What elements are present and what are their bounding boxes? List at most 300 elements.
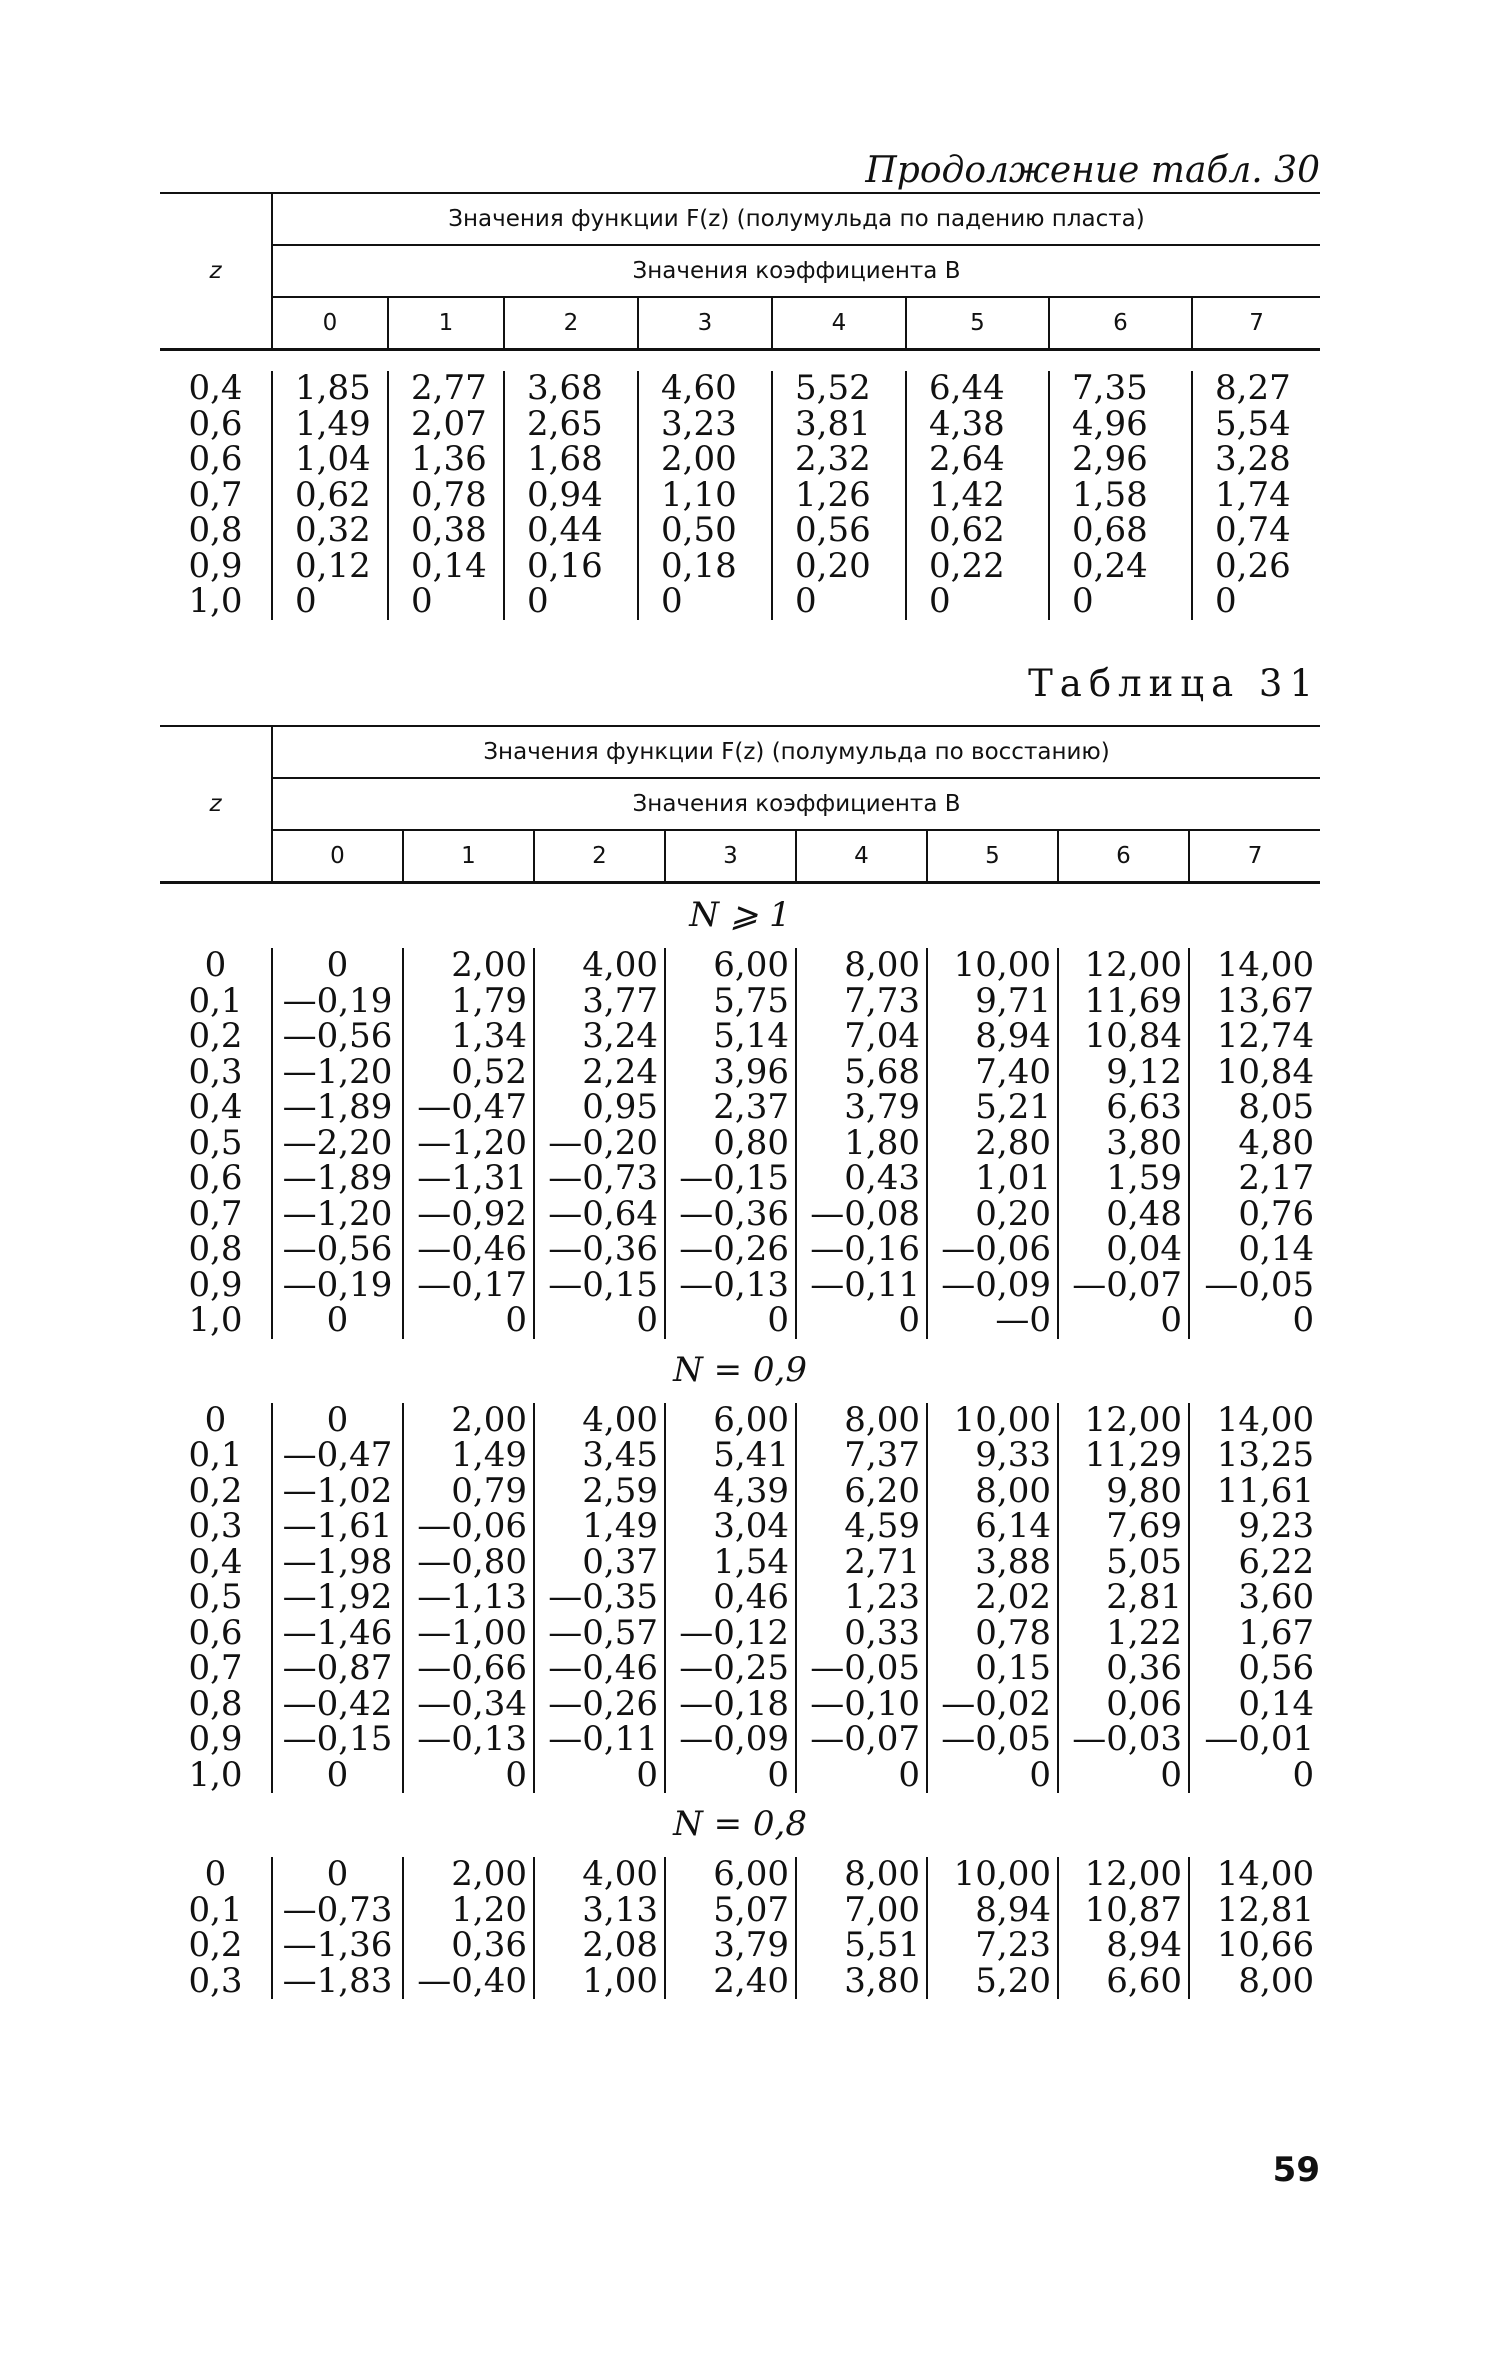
z-value-cell: 0,1 bbox=[160, 984, 272, 1020]
z-value-cell: 0,9 bbox=[160, 1722, 272, 1758]
value-cell: 0,38 bbox=[388, 513, 504, 549]
value-cell: 0 bbox=[504, 584, 638, 620]
value-cell: 3,60 bbox=[1189, 1580, 1320, 1616]
value-cell: —1,46 bbox=[272, 1616, 403, 1652]
table-row bbox=[160, 1651, 1320, 1687]
table-row bbox=[160, 1161, 1320, 1197]
value-cell: 8,05 bbox=[1189, 1090, 1320, 1126]
value-cell: 3,79 bbox=[665, 1928, 796, 1964]
value-cell: 0,16 bbox=[504, 549, 638, 585]
section-label: N ⩾ 1 bbox=[689, 895, 791, 936]
value-cell: 14,00 bbox=[1189, 1403, 1320, 1439]
coefficient-column-2: 2 bbox=[534, 830, 665, 883]
coefficient-column-3: 3 bbox=[665, 830, 796, 883]
coefficient-column-0: 0 bbox=[272, 297, 388, 350]
value-cell: —1,13 bbox=[403, 1580, 534, 1616]
section-label-row bbox=[160, 1793, 1320, 1857]
value-cell: 0 bbox=[534, 1303, 665, 1339]
coefficient-column-0: 0 bbox=[272, 830, 403, 883]
value-cell: 0 bbox=[403, 1303, 534, 1339]
value-cell: 0,62 bbox=[272, 478, 388, 514]
table-row bbox=[160, 1438, 1320, 1474]
value-cell: —0,07 bbox=[796, 1722, 927, 1758]
value-cell: 4,38 bbox=[906, 407, 1049, 443]
value-cell: 0 bbox=[272, 1758, 403, 1794]
value-cell: 0,33 bbox=[796, 1616, 927, 1652]
value-cell: —0,05 bbox=[796, 1651, 927, 1687]
value-cell: 2,65 bbox=[504, 407, 638, 443]
value-cell: —0,02 bbox=[927, 1687, 1058, 1723]
value-cell: 3,96 bbox=[665, 1055, 796, 1091]
value-cell: 3,24 bbox=[534, 1019, 665, 1055]
table-row bbox=[160, 1687, 1320, 1723]
value-cell: —0,19 bbox=[272, 1268, 403, 1304]
value-cell: 2,96 bbox=[1049, 442, 1192, 478]
value-cell: 2,32 bbox=[772, 442, 906, 478]
value-cell: —0,09 bbox=[927, 1268, 1058, 1304]
value-cell: 1,85 bbox=[272, 371, 388, 407]
value-cell: 2,07 bbox=[388, 407, 504, 443]
coefficient-column-5: 5 bbox=[906, 297, 1049, 350]
z-value-cell: 0,4 bbox=[160, 371, 272, 407]
table30-caption: Продолжение табл. 30 bbox=[865, 150, 1320, 191]
value-cell: —0,16 bbox=[796, 1232, 927, 1268]
value-cell: 3,77 bbox=[534, 984, 665, 1020]
value-cell: —0,57 bbox=[534, 1616, 665, 1652]
value-cell: 4,00 bbox=[534, 948, 665, 984]
value-cell: 10,87 bbox=[1058, 1893, 1189, 1929]
z-value-cell: 0,5 bbox=[160, 1126, 272, 1162]
value-cell: 1,54 bbox=[665, 1545, 796, 1581]
value-cell: —0,15 bbox=[665, 1161, 796, 1197]
coefficient-column-2: 2 bbox=[504, 297, 638, 350]
section-label-row bbox=[160, 1339, 1320, 1403]
value-cell: 1,26 bbox=[772, 478, 906, 514]
table-row bbox=[160, 549, 1320, 585]
value-cell: 11,69 bbox=[1058, 984, 1189, 1020]
value-cell: 0 bbox=[272, 584, 388, 620]
value-cell: 12,74 bbox=[1189, 1019, 1320, 1055]
value-cell: 13,67 bbox=[1189, 984, 1320, 1020]
table-row bbox=[160, 584, 1320, 620]
value-cell: 4,60 bbox=[638, 371, 772, 407]
value-cell: —0,11 bbox=[534, 1722, 665, 1758]
value-cell: 9,71 bbox=[927, 984, 1058, 1020]
value-cell: —0,09 bbox=[665, 1722, 796, 1758]
value-cell: —0,10 bbox=[796, 1687, 927, 1723]
value-cell: 0 bbox=[906, 584, 1049, 620]
table-row bbox=[160, 1857, 1320, 1893]
table-row bbox=[160, 1403, 1320, 1439]
table-row bbox=[160, 1545, 1320, 1581]
value-cell: 6,63 bbox=[1058, 1090, 1189, 1126]
value-cell: 2,02 bbox=[927, 1580, 1058, 1616]
value-cell: 0,74 bbox=[1192, 513, 1320, 549]
value-cell: 12,00 bbox=[1058, 1857, 1189, 1893]
value-cell: 14,00 bbox=[1189, 948, 1320, 984]
z-value-cell: 0,6 bbox=[160, 1616, 272, 1652]
value-cell: 5,07 bbox=[665, 1893, 796, 1929]
value-cell: 9,12 bbox=[1058, 1055, 1189, 1091]
value-cell: 5,05 bbox=[1058, 1545, 1189, 1581]
value-cell: 1,42 bbox=[906, 478, 1049, 514]
value-cell: 2,64 bbox=[906, 442, 1049, 478]
value-cell: 0 bbox=[1189, 1303, 1320, 1339]
value-cell: 0,62 bbox=[906, 513, 1049, 549]
table-row bbox=[160, 1616, 1320, 1652]
value-cell: 0,36 bbox=[1058, 1651, 1189, 1687]
value-cell: 10,00 bbox=[927, 948, 1058, 984]
value-cell: 6,14 bbox=[927, 1509, 1058, 1545]
value-cell: 0,22 bbox=[906, 549, 1049, 585]
value-cell: 14,00 bbox=[1189, 1857, 1320, 1893]
value-cell: 2,00 bbox=[638, 442, 772, 478]
value-cell: 3,45 bbox=[534, 1438, 665, 1474]
table-row bbox=[160, 1303, 1320, 1339]
value-cell: —1,36 bbox=[272, 1928, 403, 1964]
coefficient-column-7: 7 bbox=[1189, 830, 1320, 883]
value-cell: 3,13 bbox=[534, 1893, 665, 1929]
value-cell: —0,05 bbox=[1189, 1268, 1320, 1304]
page-number: 59 bbox=[1272, 2150, 1320, 2190]
value-cell: 8,00 bbox=[796, 1403, 927, 1439]
value-cell: 11,61 bbox=[1189, 1474, 1320, 1510]
z-value-cell: 0,7 bbox=[160, 478, 272, 514]
value-cell: —1,98 bbox=[272, 1545, 403, 1581]
table-row bbox=[160, 1722, 1320, 1758]
value-cell: —0,18 bbox=[665, 1687, 796, 1723]
value-cell: 0,06 bbox=[1058, 1687, 1189, 1723]
value-cell: 2,81 bbox=[1058, 1580, 1189, 1616]
value-cell: 5,54 bbox=[1192, 407, 1320, 443]
value-cell: —0,47 bbox=[272, 1438, 403, 1474]
value-cell: 5,21 bbox=[927, 1090, 1058, 1126]
value-cell: —1,02 bbox=[272, 1474, 403, 1510]
value-cell: 1,68 bbox=[504, 442, 638, 478]
value-cell: 12,00 bbox=[1058, 948, 1189, 984]
value-cell: 8,00 bbox=[927, 1474, 1058, 1510]
value-cell: —1,20 bbox=[272, 1197, 403, 1233]
value-cell: 3,23 bbox=[638, 407, 772, 443]
value-cell: 0,78 bbox=[388, 478, 504, 514]
value-cell: 0,76 bbox=[1189, 1197, 1320, 1233]
value-cell: 1,01 bbox=[927, 1161, 1058, 1197]
value-cell: 0,32 bbox=[272, 513, 388, 549]
table-row bbox=[160, 1509, 1320, 1545]
coefficient-column-7: 7 bbox=[1192, 297, 1320, 350]
value-cell: —0,26 bbox=[665, 1232, 796, 1268]
value-cell: 0,44 bbox=[504, 513, 638, 549]
value-cell: 0 bbox=[665, 1758, 796, 1794]
table-row bbox=[160, 1758, 1320, 1794]
value-cell: 1,34 bbox=[403, 1019, 534, 1055]
value-cell: 1,58 bbox=[1049, 478, 1192, 514]
value-cell: 0 bbox=[1192, 584, 1320, 620]
value-cell: —0,56 bbox=[272, 1232, 403, 1268]
table-row bbox=[160, 1580, 1320, 1616]
value-cell: —1,20 bbox=[403, 1126, 534, 1162]
value-cell: —0,66 bbox=[403, 1651, 534, 1687]
value-cell: 8,94 bbox=[1058, 1928, 1189, 1964]
value-cell: 5,41 bbox=[665, 1438, 796, 1474]
section-label-row bbox=[160, 884, 1320, 948]
z-value-cell: 0,6 bbox=[160, 442, 272, 478]
value-cell: 0,79 bbox=[403, 1474, 534, 1510]
value-cell: —0,25 bbox=[665, 1651, 796, 1687]
coefficient-column-6: 6 bbox=[1058, 830, 1189, 883]
value-cell: 2,77 bbox=[388, 371, 504, 407]
table-row bbox=[160, 1964, 1320, 2000]
z-value-cell: 0 bbox=[160, 1857, 272, 1893]
value-cell: 5,68 bbox=[796, 1055, 927, 1091]
book-page bbox=[160, 0, 1320, 2362]
value-cell: 1,10 bbox=[638, 478, 772, 514]
z-value-cell: 0,4 bbox=[160, 1090, 272, 1126]
value-cell: —1,83 bbox=[272, 1964, 403, 2000]
coefficient-column-1: 1 bbox=[403, 830, 534, 883]
value-cell: 5,14 bbox=[665, 1019, 796, 1055]
value-cell: 8,94 bbox=[927, 1893, 1058, 1929]
value-cell: 3,88 bbox=[927, 1545, 1058, 1581]
value-cell: 0,95 bbox=[534, 1090, 665, 1126]
value-cell: 7,69 bbox=[1058, 1509, 1189, 1545]
value-cell: 7,23 bbox=[927, 1928, 1058, 1964]
value-cell: 10,00 bbox=[927, 1857, 1058, 1893]
value-cell: 6,22 bbox=[1189, 1545, 1320, 1581]
value-cell: 0,20 bbox=[772, 549, 906, 585]
value-cell: 8,94 bbox=[927, 1019, 1058, 1055]
value-cell: 6,00 bbox=[665, 1857, 796, 1893]
coefficient-column-6: 6 bbox=[1049, 297, 1192, 350]
value-cell: 7,04 bbox=[796, 1019, 927, 1055]
value-cell: —0,17 bbox=[403, 1268, 534, 1304]
value-cell: —0,20 bbox=[534, 1126, 665, 1162]
value-cell: —0,08 bbox=[796, 1197, 927, 1233]
value-cell: —0,12 bbox=[665, 1616, 796, 1652]
z-value-cell: 1,0 bbox=[160, 584, 272, 620]
value-cell: —0,05 bbox=[927, 1722, 1058, 1758]
value-cell: 10,00 bbox=[927, 1403, 1058, 1439]
value-cell: 3,81 bbox=[772, 407, 906, 443]
value-cell: 2,59 bbox=[534, 1474, 665, 1510]
coefficient-column-5: 5 bbox=[927, 830, 1058, 883]
coefficient-column-4: 4 bbox=[796, 830, 927, 883]
value-cell: 9,23 bbox=[1189, 1509, 1320, 1545]
value-cell: —0,46 bbox=[403, 1232, 534, 1268]
value-cell: —0,36 bbox=[534, 1232, 665, 1268]
value-cell: —0,35 bbox=[534, 1580, 665, 1616]
value-cell: 7,40 bbox=[927, 1055, 1058, 1091]
value-cell: 10,84 bbox=[1189, 1055, 1320, 1091]
value-cell: 1,49 bbox=[403, 1438, 534, 1474]
section-label: N = 0,8 bbox=[673, 1804, 807, 1845]
value-cell: 11,29 bbox=[1058, 1438, 1189, 1474]
value-cell: 1,23 bbox=[796, 1580, 927, 1616]
value-cell: —0,01 bbox=[1189, 1722, 1320, 1758]
value-cell: 0 bbox=[272, 1857, 403, 1893]
z-value-cell: 0,2 bbox=[160, 1019, 272, 1055]
z-value-cell: 0,6 bbox=[160, 1161, 272, 1197]
value-cell: 0,68 bbox=[1049, 513, 1192, 549]
value-cell: 5,75 bbox=[665, 984, 796, 1020]
value-cell: 6,60 bbox=[1058, 1964, 1189, 2000]
value-cell: 0 bbox=[534, 1758, 665, 1794]
value-cell: 0,18 bbox=[638, 549, 772, 585]
value-cell: 4,80 bbox=[1189, 1126, 1320, 1162]
value-cell: 4,00 bbox=[534, 1857, 665, 1893]
section-label: N = 0,9 bbox=[673, 1349, 807, 1390]
z-value-cell: 0,9 bbox=[160, 1268, 272, 1304]
coefficient-column-1: 1 bbox=[388, 297, 504, 350]
table-row bbox=[160, 1090, 1320, 1126]
value-cell: —0,80 bbox=[403, 1545, 534, 1581]
value-cell: —0,73 bbox=[272, 1893, 403, 1929]
value-cell: —1,89 bbox=[272, 1161, 403, 1197]
value-cell: —0,42 bbox=[272, 1687, 403, 1723]
value-cell: 0,46 bbox=[665, 1580, 796, 1616]
value-cell: 5,20 bbox=[927, 1964, 1058, 2000]
value-cell: —0,26 bbox=[534, 1687, 665, 1723]
z-value-cell: 1,0 bbox=[160, 1303, 272, 1339]
value-cell: 3,79 bbox=[796, 1090, 927, 1126]
table-row bbox=[160, 1232, 1320, 1268]
value-cell: 2,40 bbox=[665, 1964, 796, 2000]
value-cell: —2,20 bbox=[272, 1126, 403, 1162]
value-cell: 2,00 bbox=[403, 948, 534, 984]
table31-caption: Таблица 31 bbox=[1028, 662, 1320, 705]
value-cell: —1,00 bbox=[403, 1616, 534, 1652]
value-cell: 0 bbox=[388, 584, 504, 620]
coefficient-header: Значения коэффициента B bbox=[272, 778, 1320, 830]
value-cell: 2,80 bbox=[927, 1126, 1058, 1162]
value-cell: 1,04 bbox=[272, 442, 388, 478]
z-header: z bbox=[160, 726, 272, 883]
value-cell: 0 bbox=[796, 1758, 927, 1794]
value-cell: 3,80 bbox=[1058, 1126, 1189, 1162]
z-value-cell: 0,3 bbox=[160, 1509, 272, 1545]
value-cell: 0,48 bbox=[1058, 1197, 1189, 1233]
value-cell: 13,25 bbox=[1189, 1438, 1320, 1474]
value-cell: —1,92 bbox=[272, 1580, 403, 1616]
coefficient-column-4: 4 bbox=[772, 297, 906, 350]
table-row bbox=[160, 1197, 1320, 1233]
value-cell: —0,15 bbox=[272, 1722, 403, 1758]
z-value-cell: 0,1 bbox=[160, 1438, 272, 1474]
value-cell: 0,36 bbox=[403, 1928, 534, 1964]
value-cell: 0 bbox=[1189, 1758, 1320, 1794]
value-cell: 6,20 bbox=[796, 1474, 927, 1510]
z-value-cell: 1,0 bbox=[160, 1758, 272, 1794]
value-cell: 2,37 bbox=[665, 1090, 796, 1126]
z-value-cell: 0,3 bbox=[160, 1055, 272, 1091]
table-row bbox=[160, 478, 1320, 514]
value-cell: 4,00 bbox=[534, 1403, 665, 1439]
value-cell: 0 bbox=[403, 1758, 534, 1794]
value-cell: 0,80 bbox=[665, 1126, 796, 1162]
value-cell: 2,00 bbox=[403, 1857, 534, 1893]
value-cell: —0,07 bbox=[1058, 1268, 1189, 1304]
value-cell: 7,37 bbox=[796, 1438, 927, 1474]
value-cell: 1,36 bbox=[388, 442, 504, 478]
function-header: Значения функции F(z) (полумульда по падению пласта) bbox=[272, 193, 1320, 245]
value-cell: 1,59 bbox=[1058, 1161, 1189, 1197]
value-cell: 4,96 bbox=[1049, 407, 1192, 443]
value-cell: —1,61 bbox=[272, 1509, 403, 1545]
z-value-cell: 0,3 bbox=[160, 1964, 272, 2000]
value-cell: 4,39 bbox=[665, 1474, 796, 1510]
table-row bbox=[160, 1928, 1320, 1964]
table-row bbox=[160, 1055, 1320, 1091]
value-cell: —0 bbox=[927, 1303, 1058, 1339]
value-cell: 3,28 bbox=[1192, 442, 1320, 478]
value-cell: 0 bbox=[272, 948, 403, 984]
value-cell: 3,04 bbox=[665, 1509, 796, 1545]
z-value-cell: 0 bbox=[160, 948, 272, 984]
table-30 bbox=[160, 192, 1320, 620]
value-cell: 0,04 bbox=[1058, 1232, 1189, 1268]
value-cell: 8,00 bbox=[796, 948, 927, 984]
value-cell: 0,43 bbox=[796, 1161, 927, 1197]
value-cell: 9,80 bbox=[1058, 1474, 1189, 1510]
z-value-cell: 0,2 bbox=[160, 1474, 272, 1510]
value-cell: —0,34 bbox=[403, 1687, 534, 1723]
value-cell: 0 bbox=[927, 1758, 1058, 1794]
z-value-cell: 0,5 bbox=[160, 1580, 272, 1616]
value-cell: 0,14 bbox=[1189, 1232, 1320, 1268]
z-value-cell: 0,8 bbox=[160, 1232, 272, 1268]
value-cell: 8,27 bbox=[1192, 371, 1320, 407]
value-cell: 2,71 bbox=[796, 1545, 927, 1581]
value-cell: 10,66 bbox=[1189, 1928, 1320, 1964]
value-cell: 0 bbox=[1058, 1303, 1189, 1339]
table-row bbox=[160, 948, 1320, 984]
z-value-cell: 0,7 bbox=[160, 1197, 272, 1233]
value-cell: 8,00 bbox=[1189, 1964, 1320, 2000]
value-cell: 1,80 bbox=[796, 1126, 927, 1162]
value-cell: —1,20 bbox=[272, 1055, 403, 1091]
value-cell: 0,50 bbox=[638, 513, 772, 549]
z-value-cell: 0,4 bbox=[160, 1545, 272, 1581]
value-cell: 0,12 bbox=[272, 549, 388, 585]
value-cell: —0,19 bbox=[272, 984, 403, 1020]
value-cell: —0,64 bbox=[534, 1197, 665, 1233]
z-value-cell: 0,1 bbox=[160, 1893, 272, 1929]
value-cell: —0,13 bbox=[665, 1268, 796, 1304]
value-cell: —0,13 bbox=[403, 1722, 534, 1758]
z-value-cell: 0,9 bbox=[160, 549, 272, 585]
value-cell: 0 bbox=[272, 1303, 403, 1339]
value-cell: 1,00 bbox=[534, 1964, 665, 2000]
value-cell: 1,67 bbox=[1189, 1616, 1320, 1652]
z-value-cell: 0,7 bbox=[160, 1651, 272, 1687]
value-cell: 2,00 bbox=[403, 1403, 534, 1439]
value-cell: 0,94 bbox=[504, 478, 638, 514]
z-value-cell: 0 bbox=[160, 1403, 272, 1439]
z-header: z bbox=[160, 193, 272, 350]
value-cell: 0 bbox=[1058, 1758, 1189, 1794]
value-cell: 1,49 bbox=[272, 407, 388, 443]
value-cell: 0,24 bbox=[1049, 549, 1192, 585]
value-cell: —0,47 bbox=[403, 1090, 534, 1126]
value-cell: 0,15 bbox=[927, 1651, 1058, 1687]
function-header: Значения функции F(z) (полумульда по восстанию) bbox=[272, 726, 1320, 778]
value-cell: 0,78 bbox=[927, 1616, 1058, 1652]
table-31 bbox=[160, 725, 1320, 1999]
value-cell: 12,81 bbox=[1189, 1893, 1320, 1929]
value-cell: 6,00 bbox=[665, 948, 796, 984]
z-value-cell: 0,8 bbox=[160, 1687, 272, 1723]
value-cell: 0 bbox=[772, 584, 906, 620]
